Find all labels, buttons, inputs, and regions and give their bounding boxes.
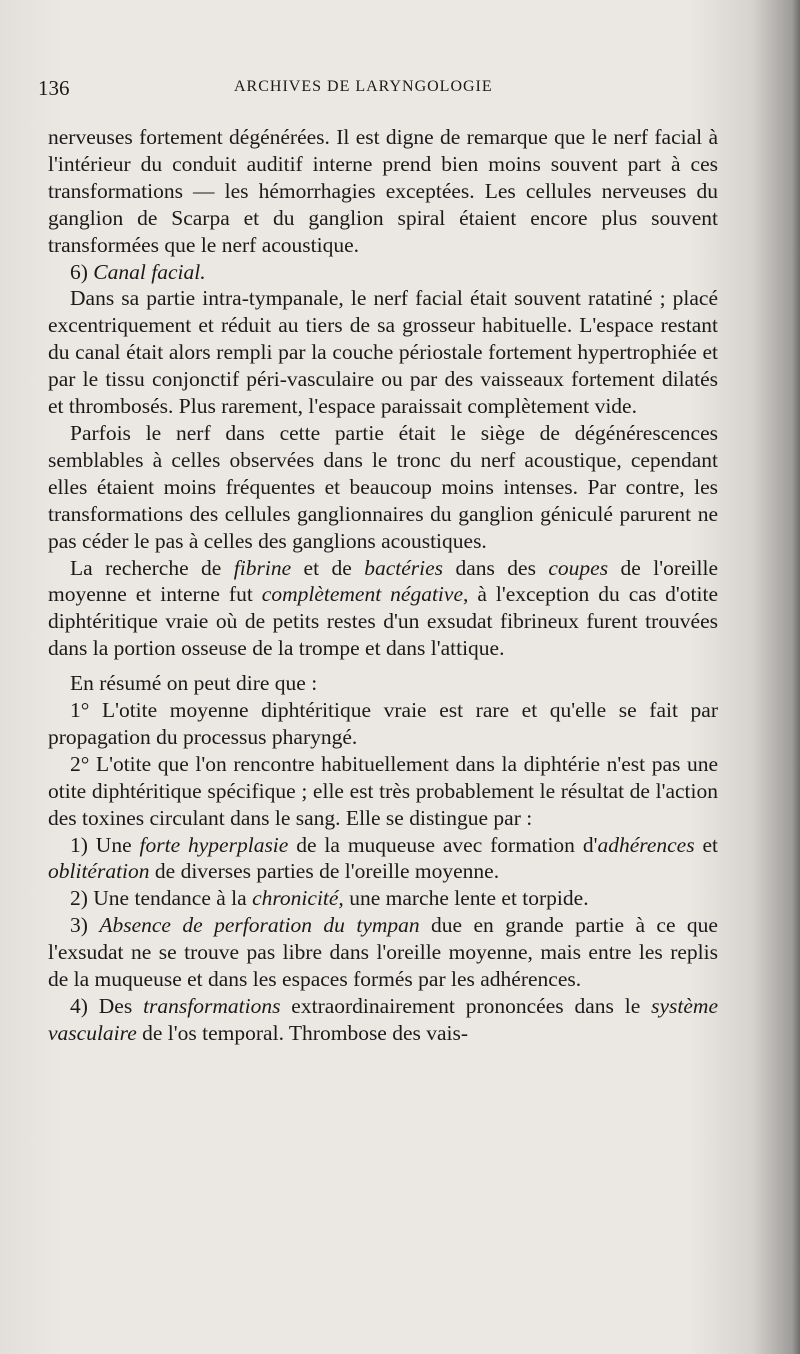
text-run: une marche lente et torpide. (343, 886, 589, 911)
italic-text: oblitération (48, 859, 150, 884)
list-item-2 (48, 885, 718, 912)
list-item-1 (48, 832, 718, 886)
paragraph-1 (48, 124, 718, 259)
list-item-3 (48, 912, 718, 993)
italic-text: bactéries (364, 555, 444, 580)
summary-point-2 (48, 751, 718, 832)
text-run: 1) Une (70, 832, 140, 857)
text-run: de diverses parties de l'oreille moyenne. (149, 859, 500, 884)
text-run: 1° L'otite moyenne diphtéritique vraie est rare et qu'elle se fait par propagation du processus pharyngé. (48, 698, 718, 749)
italic-text: forte hyperplasie (139, 832, 289, 857)
italic-text: chronicité, (252, 886, 344, 911)
summary-point-1 (48, 697, 718, 751)
body-text (48, 124, 718, 1047)
text-run: 3) (70, 913, 100, 938)
text-run: , à l'exception du cas d'otite diphtéritique vraie où de petits restes d'un exsudat fibrineux furent trouvées dans la portion osseuse de la trompe et dans l'attique. (48, 582, 718, 661)
paragraph-5 (48, 555, 718, 663)
text-run: et de (291, 555, 365, 580)
text-run: et (694, 832, 718, 857)
text-run: 2° L'otite que l'on rencontre habituellement dans la diphtérie n'est pas une otite diphtéritique spécifique ; elle est très probablement le résultat de l'action des toxines circulant dans le sang. Elle se distingue par : (48, 751, 718, 830)
running-title: ARCHIVES DE LARYNGOLOGIE (234, 78, 493, 95)
summary-intro (48, 670, 718, 697)
italic-text: transformations (143, 994, 281, 1018)
italic-text: Absence de perforation du tympan (99, 913, 420, 938)
list-item-4 (48, 993, 718, 1047)
italic-text: coupes (548, 555, 609, 580)
italic-text: Canal facial. (93, 259, 206, 284)
text-run: Parfois le nerf dans cette partie était le siège de dégénérescences semblables à celles observées dans le tronc du nerf acoustique, cependant elles étaient moins fréquentes et beaucoup moins intenses. Par contre, les transformations des cellules ganglionnaires du ganglion géniculé parurent ne pas céder le pas à celles des ganglions acoustiques. (48, 420, 718, 553)
text-run: nerveuses fortement dégénérées. Il est digne de remarque que le nerf facial à l'intérieur du conduit auditif interne prend bien moins souvent part à ces transformations — les hémorrhagies exceptées. Les cellules nerveuses du ganglion de Scarpa et du ganglion spiral étaient encore plus souvent transformées que le nerf acoustique. (48, 125, 718, 257)
page-header (38, 70, 718, 104)
section-heading-canal-facial (48, 259, 718, 286)
text-run: de l'os temporal. Thrombose des vais- (136, 1020, 469, 1045)
text-run: 6) (70, 259, 94, 284)
text-run: 2) Une tendance à la (70, 886, 253, 911)
page-number: 136 (38, 76, 70, 100)
text-run: extraordinairement prononcées dans le (280, 994, 652, 1018)
text-run: dans des (443, 555, 549, 580)
italic-text: adhérences (597, 832, 695, 857)
text-run: En résumé on peut dire que : (70, 671, 318, 696)
italic-text: complètement négative (261, 582, 463, 607)
text-run: due en grande partie à ce que l'exsudat ne se trouve pas libre dans l'oreille moyenne, mais entre les replis de la muqueuse et dans les espaces formés par les adhérences. (48, 913, 718, 992)
italic-text: fibrine (233, 555, 292, 580)
text-run: 4) Des (70, 994, 144, 1018)
text-run: La recherche de (70, 555, 234, 580)
text-run: de la muqueuse avec formation d' (288, 832, 598, 857)
italic-text: système vasculaire (48, 994, 718, 1045)
text-run: de l'oreille moyenne et interne fut (48, 555, 718, 607)
text-run: Dans sa partie intra-tympanale, le nerf facial était souvent ratatiné ; placé excentriquement et réduit au tiers de sa grosseur habituelle. L'espace restant du canal était alors rempli par la couche périostale fortement hypertrophiée et par le tissu conjonctif péri-vasculaire ou par des vaisseaux fortement dilatés et thrombosés. Plus rarement, l'espace paraissait complètement vide. (48, 286, 718, 419)
paragraph-4 (48, 420, 718, 555)
paragraph-3 (48, 285, 718, 420)
